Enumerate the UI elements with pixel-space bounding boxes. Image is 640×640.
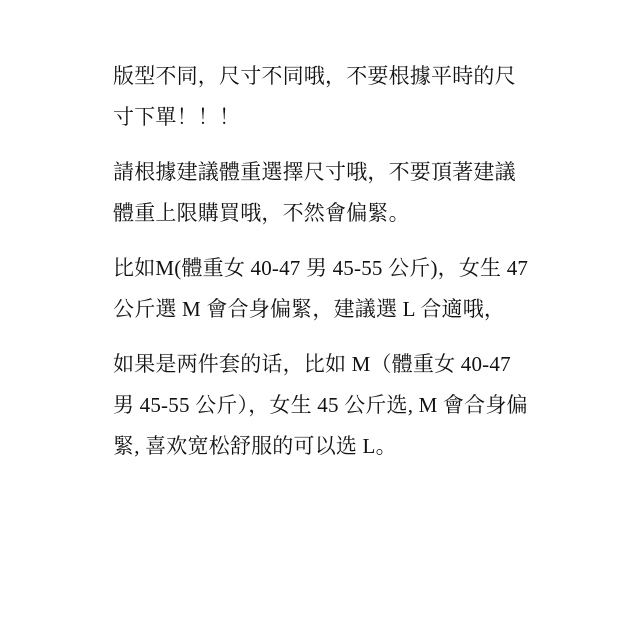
paragraph-2: 請根據建議體重選擇尺寸哦，不要頂著建議體重上限購買哦，不然會偏緊。 [113,160,516,225]
paragraph-4: 如果是两件套的话，比如 M（體重女 40-47 男 45-55 公斤），女生 45 公斤选, M 會合身偏緊, 喜欢宽松舒服的可以选 L。 [113,352,528,458]
document-body [113,56,532,467]
paragraph-3: 比如M(體重女 40-47 男 45-55 公斤)，女生 47 公斤選 M 會合身偏緊，建議選 L 合適哦， [113,256,529,321]
paragraph-1: 版型不同，尺寸不同哦，不要根據平時的尺寸下單！！！ [113,64,516,129]
